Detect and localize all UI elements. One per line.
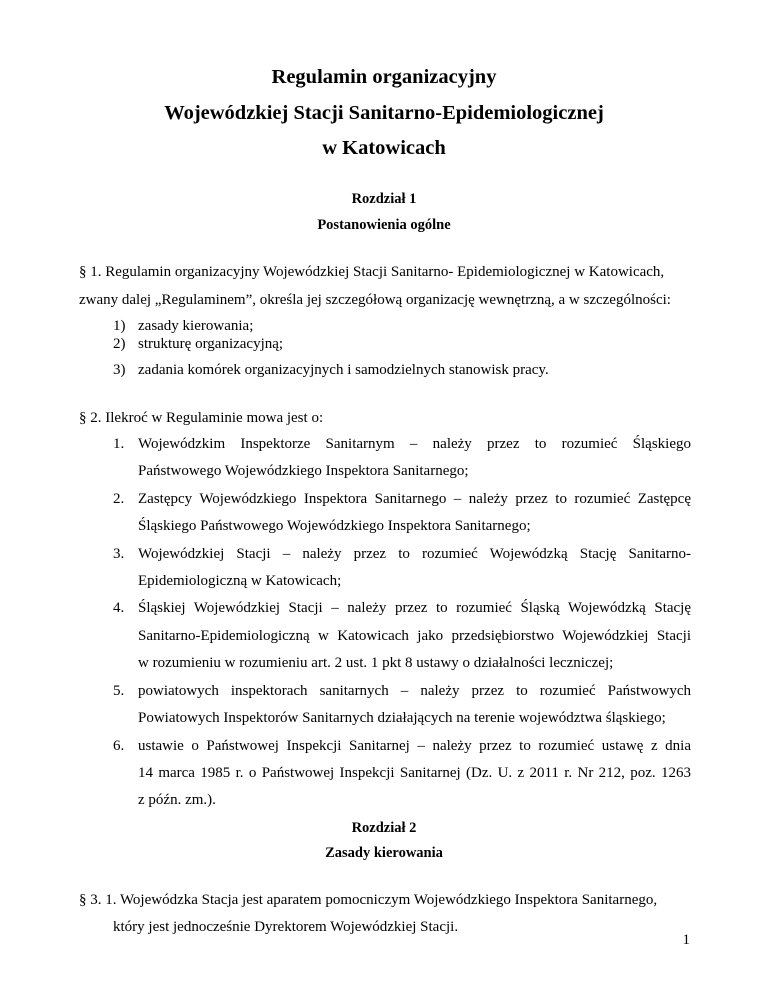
- list-item-number: 6.: [113, 738, 125, 754]
- list-item-text: Państwowego Wojewódzkiego Inspektora Sanitarnego;: [138, 463, 469, 479]
- list-item-text: Sanitarno-Epidemiologiczną w Katowicach jako przedsiębiorstwo Wojewódzkiej Stacji: [138, 628, 691, 644]
- paragraph-1-line-2: zwany dalej „Regulaminem”, określa jej szczegółową organizację wewnętrzną, a w szczególności:: [79, 292, 671, 308]
- list-item-text: powiatowych inspektorach sanitarnych – należy przez to rozumieć Państwowych: [138, 683, 691, 699]
- document-title-line-2: Wojewódzkiej Stacji Sanitarno-Epidemiologicznej: [164, 102, 604, 124]
- list-item-number: 1): [113, 318, 126, 334]
- document-title-line-1: Regulamin organizacyjny: [271, 66, 497, 88]
- list-item-number: 1.: [113, 436, 125, 452]
- list-item-text: 14 marca 1985 r. o Państwowej Inspekcji Sanitarnej (Dz. U. z 2011 r. Nr 212, poz. 1263: [138, 765, 691, 781]
- page-number: 1: [682, 932, 690, 948]
- list-item-number: 5.: [113, 683, 125, 699]
- list-item-text: strukturę organizacyjną;: [138, 336, 284, 352]
- list-item-text: zasady kierowania;: [138, 318, 254, 334]
- list-item-text: Wojewódzkiej Stacji – należy przez to rozumieć Wojewódzką Stację Sanitarno-: [138, 546, 691, 562]
- chapter-2-title: Zasady kierowania: [325, 845, 443, 861]
- list-item-text: Śląskiej Wojewódzkiej Stacji – należy przez to rozumieć Śląską Wojewódzką Stację: [138, 600, 691, 616]
- list-item-text: Wojewódzkim Inspektorze Sanitarnym – należy przez to rozumieć Śląskiego: [138, 436, 691, 452]
- list-item-text: ustawie o Państwowej Inspekcji Sanitarnej – należy przez to rozumieć ustawę z dnia: [138, 738, 691, 754]
- list-item-number: 2): [113, 336, 126, 352]
- chapter-1-label: Rozdział 1: [351, 191, 417, 207]
- paragraph-1-line-1: § 1. Regulamin organizacyjny Wojewódzkiej Stacji Sanitarno- Epidemiologicznej w Katowicach,: [79, 264, 665, 280]
- list-item-number: 2.: [113, 491, 125, 507]
- document-title-line-3: w Katowicach: [322, 137, 446, 159]
- chapter-1-title: Postanowienia ogólne: [317, 217, 451, 233]
- paragraph-2-intro: § 2. Ilekroć w Regulaminie mowa jest o:: [79, 410, 324, 426]
- list-item-number: 3): [113, 362, 126, 378]
- list-item-text: zadania komórek organizacyjnych i samodzielnych stanowisk pracy.: [138, 362, 549, 378]
- list-item-text: Epidemiologiczną w Katowicach;: [138, 573, 342, 589]
- paragraph-3-line-1: § 3. 1. Wojewódzka Stacja jest aparatem pomocniczym Wojewódzkiego Inspektora Sanitarnego,: [79, 892, 658, 908]
- list-item-text: z późn. zm.).: [138, 792, 216, 808]
- list-item-text: Powiatowych Inspektorów Sanitarnych działających na terenie województwa śląskiego;: [138, 710, 666, 726]
- list-item-text: Zastępcy Wojewódzkiego Inspektora Sanitarnego – należy przez to rozumieć Zastępcę: [138, 491, 691, 507]
- list-item-text: w rozumieniu w rozumieniu art. 2 ust. 1 pkt 8 ustawy o działalności leczniczej;: [138, 655, 614, 671]
- list-item-number: 3.: [113, 546, 125, 562]
- list-item-text: Śląskiego Państwowego Wojewódzkiego Inspektora Sanitarnego;: [138, 518, 531, 534]
- paragraph-3-line-2: który jest jednocześnie Dyrektorem Wojewódzkiej Stacji.: [113, 919, 459, 935]
- chapter-2-label: Rozdział 2: [351, 820, 417, 836]
- list-item-number: 4.: [113, 600, 125, 616]
